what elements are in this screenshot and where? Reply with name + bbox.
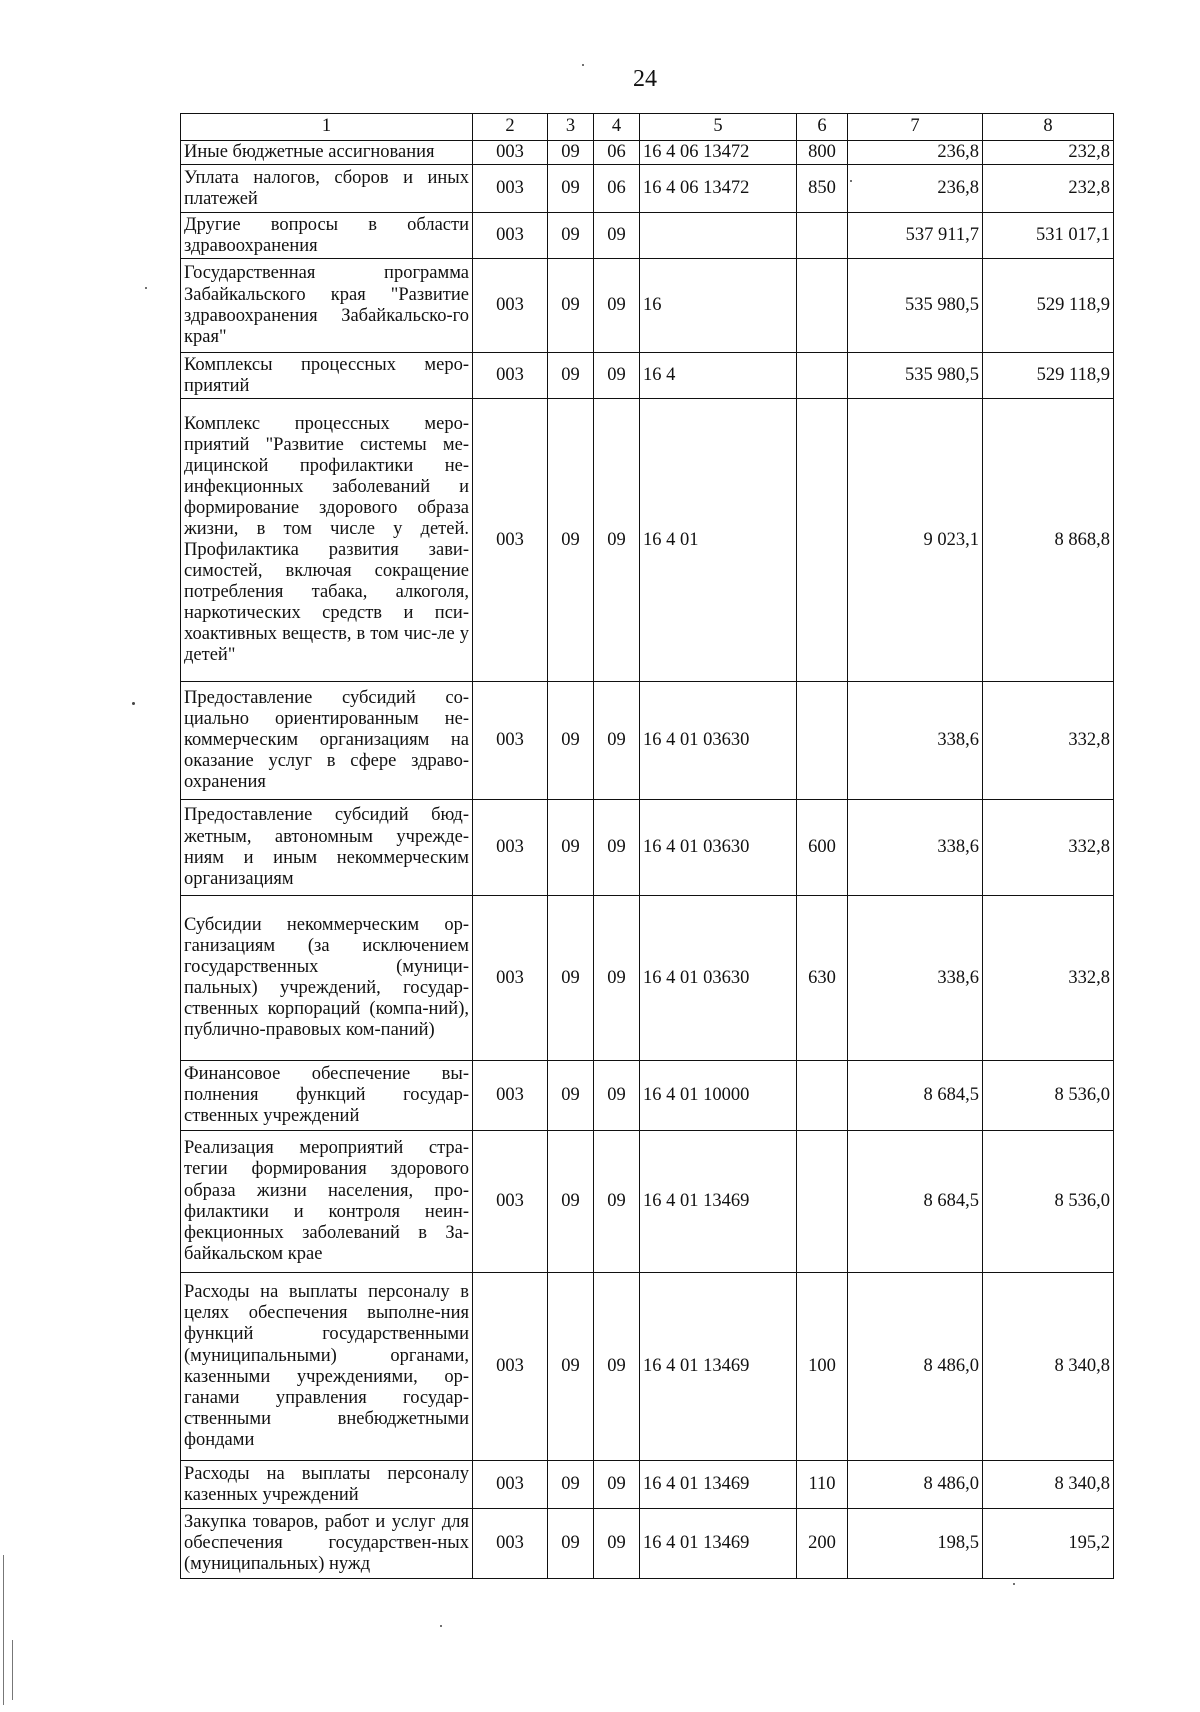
cell-section: 09 — [548, 399, 594, 682]
cell-amount-col8: 531 017,1 — [983, 213, 1114, 259]
table-row — [181, 1131, 1114, 1273]
cell-section: 09 — [548, 682, 594, 800]
cell-target-article: 16 4 01 13469 — [640, 1461, 797, 1509]
cell-subsection: 09 — [594, 896, 640, 1061]
scan-speck — [132, 702, 135, 705]
cell-expense-type: 100 — [797, 1273, 848, 1461]
cell-amount-col7: 8 486,0 — [848, 1461, 983, 1509]
cell-amount-col8: 332,8 — [983, 800, 1114, 896]
scan-speck — [850, 180, 852, 182]
cell-target-article: 16 4 01 13469 — [640, 1273, 797, 1461]
scan-speck — [145, 287, 147, 289]
row-name: Предоставление субсидий со-циально ориентированным не-коммерческим организациям на оказание услуг в сфере здраво-охранения — [181, 682, 473, 800]
cell-section: 09 — [548, 259, 594, 353]
table-row — [181, 399, 1114, 682]
cell-amount-col8: 8 868,8 — [983, 399, 1114, 682]
row-name: Комплекс процессных меро-приятий "Развитие системы ме-дицинской профилактики не-инфекционных заболеваний и формирование здорового образа жизни, в том числе у детей. Профилактика развития зави-симостей, включая сокращение потребления табака, алкоголя, наркотических средств и пси-хоактивных веществ, в том чис-ле у детей" — [181, 399, 473, 682]
cell-subsection: 09 — [594, 800, 640, 896]
cell-target-article: 16 4 01 13469 — [640, 1509, 797, 1579]
cell-section: 09 — [548, 1131, 594, 1273]
cell-amount-col8: 8 536,0 — [983, 1131, 1114, 1273]
cell-target-article: 16 — [640, 259, 797, 353]
cell-admin-code: 003 — [473, 800, 548, 896]
cell-admin-code: 003 — [473, 682, 548, 800]
cell-subsection: 06 — [594, 141, 640, 165]
cell-amount-col7: 9 023,1 — [848, 399, 983, 682]
cell-section: 09 — [548, 1509, 594, 1579]
cell-amount-col8: 195,2 — [983, 1509, 1114, 1579]
cell-admin-code: 003 — [473, 141, 548, 165]
scan-artifact-line — [12, 1640, 13, 1700]
cell-amount-col8: 332,8 — [983, 682, 1114, 800]
table-row — [181, 353, 1114, 399]
cell-admin-code: 003 — [473, 1131, 548, 1273]
scan-speck — [582, 64, 584, 66]
cell-subsection: 09 — [594, 1061, 640, 1131]
cell-amount-col7: 338,6 — [848, 682, 983, 800]
cell-subsection: 09 — [594, 399, 640, 682]
cell-amount-col8: 232,8 — [983, 141, 1114, 165]
page-number: 24 — [633, 66, 657, 92]
cell-admin-code: 003 — [473, 165, 548, 213]
table-row — [181, 1461, 1114, 1509]
cell-subsection: 09 — [594, 213, 640, 259]
cell-section: 09 — [548, 1061, 594, 1131]
cell-admin-code: 003 — [473, 1061, 548, 1131]
cell-admin-code: 003 — [473, 353, 548, 399]
header-cell: 3 — [548, 114, 594, 141]
cell-expense-type — [797, 1061, 848, 1131]
table-row — [181, 896, 1114, 1061]
table-row — [181, 259, 1114, 353]
table-row — [181, 1061, 1114, 1131]
cell-amount-col8: 529 118,9 — [983, 353, 1114, 399]
header-cell: 5 — [640, 114, 797, 141]
cell-expense-type — [797, 399, 848, 682]
row-name: Реализация мероприятий стра-тегии формирования здорового образа жизни населения, про-филактики и контроля неин-фекционных заболеваний в За-байкальском крае — [181, 1131, 473, 1273]
cell-target-article: 16 4 — [640, 353, 797, 399]
cell-admin-code: 003 — [473, 1273, 548, 1461]
scan-speck — [1013, 1583, 1015, 1585]
table-row — [181, 141, 1114, 165]
row-name: Расходы на выплаты персоналу в целях обеспечения выполне-ния функций государственными (муниципальными) органами, казенными учреждениями, ор-ганами управления государ-ственными внебюджетными фондами — [181, 1273, 473, 1461]
scan-speck — [440, 1625, 442, 1627]
cell-expense-type: 630 — [797, 896, 848, 1061]
header-cell: 4 — [594, 114, 640, 141]
cell-section: 09 — [548, 1461, 594, 1509]
cell-amount-col7: 198,5 — [848, 1509, 983, 1579]
cell-amount-col8: 8 536,0 — [983, 1061, 1114, 1131]
cell-target-article: 16 4 01 — [640, 399, 797, 682]
cell-section: 09 — [548, 165, 594, 213]
cell-amount-col7: 236,8 — [848, 141, 983, 165]
cell-expense-type: 850 — [797, 165, 848, 213]
cell-expense-type — [797, 213, 848, 259]
header-row — [181, 114, 1114, 141]
table-row — [181, 800, 1114, 896]
cell-expense-type — [797, 353, 848, 399]
cell-admin-code: 003 — [473, 213, 548, 259]
cell-subsection: 09 — [594, 1131, 640, 1273]
cell-amount-col7: 338,6 — [848, 800, 983, 896]
cell-subsection: 09 — [594, 1509, 640, 1579]
header-cell: 6 — [797, 114, 848, 141]
cell-section: 09 — [548, 800, 594, 896]
header-cell: 1 — [181, 114, 473, 141]
cell-target-article — [640, 213, 797, 259]
cell-admin-code: 003 — [473, 399, 548, 682]
cell-subsection: 09 — [594, 259, 640, 353]
cell-target-article: 16 4 01 13469 — [640, 1131, 797, 1273]
row-name: Комплексы процессных меро-приятий — [181, 353, 473, 399]
cell-amount-col8: 232,8 — [983, 165, 1114, 213]
cell-expense-type — [797, 682, 848, 800]
cell-section: 09 — [548, 141, 594, 165]
cell-expense-type: 800 — [797, 141, 848, 165]
cell-amount-col7: 537 911,7 — [848, 213, 983, 259]
table-row — [181, 1273, 1114, 1461]
table-row — [181, 682, 1114, 800]
cell-amount-col7: 8 486,0 — [848, 1273, 983, 1461]
cell-expense-type — [797, 259, 848, 353]
cell-amount-col7: 535 980,5 — [848, 353, 983, 399]
cell-admin-code: 003 — [473, 1461, 548, 1509]
row-name: Закупка товаров, работ и услуг для обеспечения государствен-ных (муниципальных) нужд — [181, 1509, 473, 1579]
cell-target-article: 16 4 01 10000 — [640, 1061, 797, 1131]
cell-admin-code: 003 — [473, 259, 548, 353]
cell-subsection: 09 — [594, 1273, 640, 1461]
row-name: Субсидии некоммерческим ор-ганизациям (за исключением государственных (муници-пальных) учреждений, государ-ственных корпораций (компа-ний), публично-правовых ком-паний) — [181, 896, 473, 1061]
budget-table — [180, 113, 1114, 1579]
cell-expense-type: 600 — [797, 800, 848, 896]
cell-subsection: 09 — [594, 353, 640, 399]
cell-amount-col7: 8 684,5 — [848, 1061, 983, 1131]
cell-target-article: 16 4 01 03630 — [640, 800, 797, 896]
cell-amount-col8: 8 340,8 — [983, 1273, 1114, 1461]
cell-section: 09 — [548, 353, 594, 399]
row-name: Другие вопросы в области здравоохранения — [181, 213, 473, 259]
cell-amount-col7: 535 980,5 — [848, 259, 983, 353]
cell-admin-code: 003 — [473, 896, 548, 1061]
row-name: Предоставление субсидий бюд-жетным, автономным учрежде-ниям и иным некоммерческим организациям — [181, 800, 473, 896]
row-name: Иные бюджетные ассигнования — [181, 141, 473, 165]
cell-amount-col7: 8 684,5 — [848, 1131, 983, 1273]
scan-artifact-line — [3, 1555, 4, 1705]
cell-amount-col8: 332,8 — [983, 896, 1114, 1061]
row-name: Финансовое обеспечение вы-полнения функций государ-ственных учреждений — [181, 1061, 473, 1131]
cell-target-article: 16 4 06 13472 — [640, 165, 797, 213]
cell-subsection: 06 — [594, 165, 640, 213]
header-cell: 8 — [983, 114, 1114, 141]
cell-amount-col7: 338,6 — [848, 896, 983, 1061]
row-name: Государственная программа Забайкальского края "Развитие здравоохранения Забайкальско-го края" — [181, 259, 473, 353]
cell-expense-type: 110 — [797, 1461, 848, 1509]
cell-target-article: 16 4 06 13472 — [640, 141, 797, 165]
cell-amount-col8: 8 340,8 — [983, 1461, 1114, 1509]
cell-amount-col8: 529 118,9 — [983, 259, 1114, 353]
cell-amount-col7: 236,8 — [848, 165, 983, 213]
row-name: Уплата налогов, сборов и иных платежей — [181, 165, 473, 213]
cell-expense-type — [797, 1131, 848, 1273]
cell-expense-type: 200 — [797, 1509, 848, 1579]
cell-section: 09 — [548, 1273, 594, 1461]
table-row — [181, 213, 1114, 259]
cell-section: 09 — [548, 213, 594, 259]
cell-section: 09 — [548, 896, 594, 1061]
cell-subsection: 09 — [594, 682, 640, 800]
cell-target-article: 16 4 01 03630 — [640, 682, 797, 800]
header-cell: 2 — [473, 114, 548, 141]
cell-subsection: 09 — [594, 1461, 640, 1509]
header-cell: 7 — [848, 114, 983, 141]
table-row — [181, 165, 1114, 213]
cell-target-article: 16 4 01 03630 — [640, 896, 797, 1061]
row-name: Расходы на выплаты персоналу казенных учреждений — [181, 1461, 473, 1509]
cell-admin-code: 003 — [473, 1509, 548, 1579]
table-row — [181, 1509, 1114, 1579]
